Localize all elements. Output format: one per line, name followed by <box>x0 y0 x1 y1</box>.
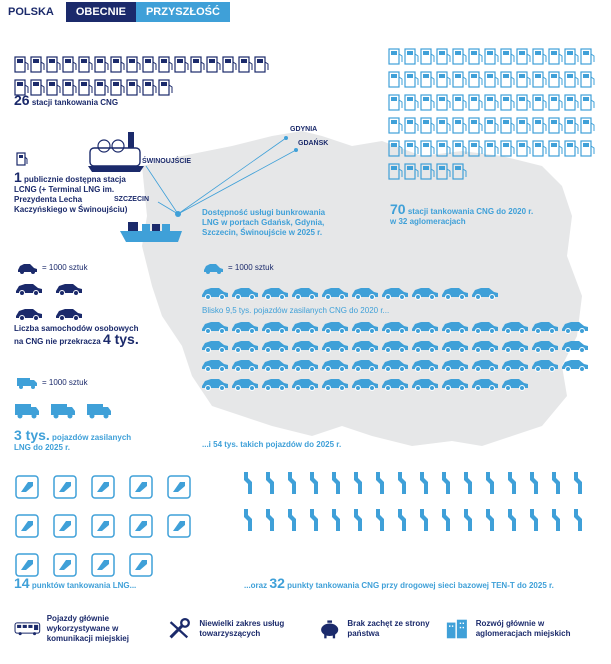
cng-pump-icon <box>484 94 500 117</box>
car-icon <box>290 286 320 305</box>
cng-pump-icon <box>580 140 596 163</box>
tab-future[interactable]: PRZYSZŁOŚĆ <box>136 2 230 22</box>
cng-nozzle-icon <box>460 507 476 538</box>
cng-pump-icon <box>532 71 548 94</box>
cng-pump-icon <box>500 48 516 71</box>
cng-pump-icon <box>158 56 174 79</box>
car-icon <box>350 358 380 377</box>
footer-item-piggy <box>318 614 438 644</box>
lng-nozzle-icon <box>90 513 116 544</box>
lng-nozzle-icon <box>166 513 192 544</box>
cng-pump-icon <box>580 117 596 140</box>
trucks-caption <box>14 427 134 453</box>
cng-now-text: stacji tankowania CNG <box>31 98 119 107</box>
cng-future-text: stacji tankowania CNG do 2020 r. <box>407 207 534 216</box>
cng-nozzle-icon <box>350 470 366 501</box>
cng-nozzle-icon <box>548 507 564 538</box>
car-icon <box>230 320 260 339</box>
cng-pump-icon <box>62 56 78 79</box>
car-icon <box>470 358 500 377</box>
car-icon <box>290 358 320 377</box>
country-label: POLSKA <box>8 6 54 18</box>
car-icon <box>410 339 440 358</box>
cars-now-text: Liczba samochodów osobowych na CNG nie przekracza <box>14 324 139 346</box>
cng-nozzle-icon <box>306 470 322 501</box>
cars-future-rows <box>200 320 600 396</box>
footer-label-piggy: Brak zachęt ze strony państwa <box>347 619 430 638</box>
cng-pump-icon <box>564 140 580 163</box>
cng-now-count: 26 <box>14 92 30 108</box>
car-icon <box>350 320 380 339</box>
cng-nozzle-icon <box>526 507 542 538</box>
cng-pump-icon <box>516 117 532 140</box>
car-icon <box>230 358 260 377</box>
port-swinoujscie: ŚWINOUJŚCIE <box>142 158 192 165</box>
cars-now-legend-text: = 1000 sztuk <box>42 263 88 272</box>
truck-icon <box>50 402 76 425</box>
cng-pump-icon <box>420 94 436 117</box>
car-icon <box>440 320 470 339</box>
cng-pump-icon <box>436 140 452 163</box>
cng-nozzle-icon <box>328 507 344 538</box>
cng-pump-icon <box>516 71 532 94</box>
cars-now-count: 4 tys. <box>102 331 139 347</box>
cng-pump-icon <box>436 48 452 71</box>
car-icon <box>230 286 260 305</box>
cars-now-legend <box>16 262 88 274</box>
cng-nozzle-icon <box>526 470 542 501</box>
cng-pump-icon <box>532 140 548 163</box>
cng-future-caption <box>390 201 534 227</box>
cng-points-count: 32 <box>269 575 285 591</box>
car-icon <box>530 358 560 377</box>
lng-nozzle-icon <box>128 513 154 544</box>
cng-pump-icon <box>468 48 484 71</box>
cng-nozzle-icon <box>416 507 432 538</box>
cng-points-icons <box>240 470 600 538</box>
car-icon <box>380 286 410 305</box>
car-icon <box>200 320 230 339</box>
cng-pump-icon <box>436 117 452 140</box>
cng-pump-icon <box>126 79 142 102</box>
car-icon <box>410 377 440 396</box>
truck-icon <box>86 402 112 425</box>
car-icon <box>440 377 470 396</box>
cars-future-row1 <box>200 286 600 305</box>
cars-now-caption <box>14 324 144 347</box>
header <box>4 2 230 22</box>
cng-nozzle-icon <box>438 507 454 538</box>
cng-pump-icon <box>452 94 468 117</box>
footer-item-bus <box>14 614 160 644</box>
cng-nozzle-icon <box>284 470 300 501</box>
cng-pump-icon <box>564 48 580 71</box>
port-gdansk: GDAŃSK <box>298 140 329 147</box>
lng-nozzle-icon <box>52 513 78 544</box>
cng-pump-icon <box>468 117 484 140</box>
truck-legend-icon <box>16 376 38 390</box>
port-gdynia: GDYNIA <box>290 126 318 133</box>
cng-pump-icon <box>468 140 484 163</box>
cng-nozzle-icon <box>504 507 520 538</box>
car-icon <box>260 358 290 377</box>
car-icon <box>54 282 84 301</box>
cng-pump-icon <box>484 140 500 163</box>
cng-pump-icon <box>126 56 142 79</box>
lng-terminal-ship-icon <box>88 132 144 172</box>
car-icon <box>320 377 350 396</box>
car-icon <box>380 377 410 396</box>
car-icon <box>320 320 350 339</box>
car-icon <box>290 339 320 358</box>
trucks-legend-text: = 1000 sztuk <box>42 378 88 387</box>
lng-nozzle-icon <box>90 474 116 505</box>
car-icon <box>500 358 530 377</box>
car-icon <box>230 339 260 358</box>
car-icon <box>500 320 530 339</box>
cng-nozzle-icon <box>570 470 586 501</box>
cng-points-prefix: ...oraz <box>244 581 268 590</box>
car-icon <box>530 339 560 358</box>
car-icon <box>350 286 380 305</box>
cng-nozzle-icon <box>284 507 300 538</box>
footer-label-wrench: Niewielki zakres usług towarzyszących <box>199 619 285 638</box>
cars-future-text1: Blisko 9,5 tys. pojazdów zasilanych CNG do 2020 r... <box>202 306 390 315</box>
car-icon <box>260 320 290 339</box>
footer-item-city <box>444 614 594 644</box>
cng-nozzle-icon <box>570 507 586 538</box>
car-icon <box>500 339 530 358</box>
cng-now-caption <box>14 92 119 108</box>
cng-pump-icon <box>484 117 500 140</box>
cng-pump-icon <box>46 56 62 79</box>
cng-pump-icon <box>158 79 174 102</box>
car-icon <box>410 320 440 339</box>
lng-nozzle-icon <box>128 474 154 505</box>
cars-future-text2: ...i 54 tys. takich pojazdów do 2025 r. <box>202 440 342 449</box>
car-icon <box>560 320 590 339</box>
cng-pump-icon <box>532 94 548 117</box>
cng-pump-icon <box>516 94 532 117</box>
car-icon <box>440 339 470 358</box>
truck-icon <box>14 402 40 425</box>
cng-pump-icon <box>238 56 254 79</box>
cng-pump-icon <box>564 117 580 140</box>
car-icon <box>290 377 320 396</box>
cng-pump-icon <box>30 56 46 79</box>
cng-pump-icon <box>548 48 564 71</box>
lng-nozzle-icon <box>52 474 78 505</box>
cng-pump-icon <box>484 71 500 94</box>
bunkering-text: Dostępność usługi bunkrowania LNG w portach Gdańsk, Gdynia, Szczecin, Świnoujście w 2025 r. <box>202 208 326 237</box>
car-icon <box>260 339 290 358</box>
car-icon <box>14 282 44 301</box>
car-icon <box>350 339 380 358</box>
port-szczecin: SZCZECIN <box>114 196 149 203</box>
car-icon <box>200 286 230 305</box>
cng-nozzle-icon <box>460 470 476 501</box>
car-icon <box>260 377 290 396</box>
lng-nozzle-icon <box>166 474 192 505</box>
wrench-icon <box>166 614 193 644</box>
cng-future-text2: w 32 aglomeracjach <box>390 217 466 226</box>
cng-nozzle-icon <box>394 470 410 501</box>
cars-now-icons <box>14 282 114 326</box>
cng-pump-icon <box>206 56 222 79</box>
car-icon <box>320 358 350 377</box>
lng-nozzle-icon <box>14 474 40 505</box>
cng-pump-icon <box>404 163 420 186</box>
car-icon <box>470 377 500 396</box>
trucks-text: pojazdów zasilanych LNG do 2025 r. <box>14 433 132 452</box>
footer-label-city: Rozwój głównie w aglomeracjach miejskich <box>475 619 571 638</box>
car-icon <box>320 339 350 358</box>
cng-pump-icon <box>78 56 94 79</box>
cng-pump-icon <box>388 71 404 94</box>
car-icon <box>380 320 410 339</box>
cargo-ship-icon <box>120 222 182 242</box>
car-icon <box>410 286 440 305</box>
cng-pump-icon <box>436 94 452 117</box>
lcng-text: publicznie dostępna stacja LCNG (+ Terminal LNG im. Prezydenta Lecha Kaczyńskiego w Świnoujściu) <box>14 175 128 214</box>
cng-pump-icon <box>548 71 564 94</box>
cng-future-pumps <box>388 48 598 186</box>
car-legend-icon-blue <box>202 262 224 274</box>
cars-future-legend <box>202 262 274 274</box>
cng-pump-icon <box>548 117 564 140</box>
cng-future-count: 70 <box>390 201 406 217</box>
cng-nozzle-icon <box>372 470 388 501</box>
car-icon <box>470 286 500 305</box>
car-icon <box>560 339 590 358</box>
tab-current[interactable]: OBECNIE <box>66 2 136 22</box>
cng-pump-icon <box>404 94 420 117</box>
cars-future-legend-text: = 1000 sztuk <box>228 263 274 272</box>
lng-points-count: 14 <box>14 575 30 591</box>
trucks-count: 3 tys. <box>14 427 50 443</box>
car-icon <box>440 358 470 377</box>
car-icon <box>290 320 320 339</box>
cng-nozzle-icon <box>438 470 454 501</box>
cng-pump-icon <box>420 117 436 140</box>
cng-nozzle-icon <box>504 470 520 501</box>
cng-pump-icon <box>548 140 564 163</box>
car-icon <box>560 358 590 377</box>
cng-pump-icon <box>452 163 468 186</box>
car-icon <box>380 358 410 377</box>
cng-nozzle-icon <box>328 470 344 501</box>
car-icon <box>350 377 380 396</box>
car-icon <box>470 320 500 339</box>
lng-points-text: punktów tankowania LNG... <box>31 581 137 590</box>
cng-pump-icon <box>484 48 500 71</box>
cng-nozzle-icon <box>262 470 278 501</box>
bus-icon <box>14 614 41 644</box>
piggy-bank-icon <box>318 616 341 642</box>
cng-pump-icon <box>404 140 420 163</box>
cng-pump-icon <box>516 48 532 71</box>
cng-pump-icon <box>14 56 30 79</box>
cng-nozzle-icon <box>306 507 322 538</box>
cng-pump-icon <box>404 117 420 140</box>
cng-pump-icon <box>452 71 468 94</box>
cng-pump-icon <box>500 117 516 140</box>
cng-pump-icon <box>452 117 468 140</box>
cng-pump-icon <box>452 140 468 163</box>
lng-points-caption <box>14 575 137 591</box>
cng-pump-icon <box>580 94 596 117</box>
cng-pump-icon <box>532 117 548 140</box>
cng-nozzle-icon <box>372 507 388 538</box>
lcng-count: 1 <box>14 169 22 185</box>
footer-item-wrench <box>166 614 312 644</box>
cng-pump-icon <box>436 71 452 94</box>
trucks-icons <box>14 402 112 425</box>
cng-pump-icon <box>516 140 532 163</box>
car-icon <box>320 286 350 305</box>
cng-nozzle-icon <box>350 507 366 538</box>
cng-pump-icon <box>420 71 436 94</box>
cng-pump-icon <box>174 56 190 79</box>
car-icon <box>500 377 530 396</box>
cng-pump-icon <box>500 140 516 163</box>
cng-pump-icon <box>388 48 404 71</box>
car-icon <box>470 339 500 358</box>
cng-nozzle-icon <box>482 507 498 538</box>
cng-nozzle-icon <box>240 507 256 538</box>
cng-pump-icon <box>564 94 580 117</box>
city-icon <box>444 614 470 644</box>
cng-nozzle-icon <box>394 507 410 538</box>
footer-label-bus: Pojazdy głównie wykorzystywane w komunikacji miejskiej <box>46 614 129 643</box>
cng-pump-icon <box>500 71 516 94</box>
cng-nozzle-icon <box>548 470 564 501</box>
car-icon <box>200 377 230 396</box>
cng-pump-icon <box>436 163 452 186</box>
cng-pump-icon <box>452 48 468 71</box>
cng-pump-icon <box>222 56 238 79</box>
car-icon <box>380 339 410 358</box>
cng-nozzle-icon <box>482 470 498 501</box>
trucks-legend <box>16 376 88 390</box>
car-icon <box>230 377 260 396</box>
cng-points-text: punkty tankowania CNG przy drogowej sieci bazowej TEN-T do 2025 r. <box>287 581 554 590</box>
cng-pump-icon <box>404 71 420 94</box>
cng-pump-icon <box>548 94 564 117</box>
cng-nozzle-icon <box>416 470 432 501</box>
cng-pump-icon <box>388 140 404 163</box>
cng-pump-icon <box>420 163 436 186</box>
car-icon <box>200 339 230 358</box>
cng-pump-icon <box>468 71 484 94</box>
cng-pump-icon <box>468 94 484 117</box>
cng-nozzle-icon <box>262 507 278 538</box>
footer <box>14 614 604 644</box>
car-icon <box>440 286 470 305</box>
cng-pump-icon <box>580 48 596 71</box>
lng-points-icons <box>14 474 214 583</box>
cng-pump-icon <box>564 71 580 94</box>
cng-pump-icon <box>94 56 110 79</box>
cng-pump-icon <box>580 71 596 94</box>
car-legend-icon <box>16 262 38 274</box>
cng-pump-icon <box>388 163 404 186</box>
car-icon <box>530 320 560 339</box>
car-icon <box>200 358 230 377</box>
cng-pump-icon <box>532 48 548 71</box>
cng-points-caption <box>244 575 554 591</box>
cng-nozzle-icon <box>240 470 256 501</box>
cng-pump-icon <box>388 94 404 117</box>
cng-pump-icon <box>110 56 126 79</box>
cng-pump-icon <box>420 48 436 71</box>
cng-pump-icon <box>500 94 516 117</box>
car-icon <box>410 358 440 377</box>
cng-pump-icon <box>404 48 420 71</box>
cng-pump-icon <box>420 140 436 163</box>
cng-pump-icon <box>190 56 206 79</box>
cng-pump-icon <box>388 117 404 140</box>
cng-pump-icon <box>254 56 270 79</box>
cng-pump-icon <box>142 79 158 102</box>
cng-pump-icon <box>142 56 158 79</box>
lng-nozzle-icon <box>14 513 40 544</box>
car-icon <box>260 286 290 305</box>
